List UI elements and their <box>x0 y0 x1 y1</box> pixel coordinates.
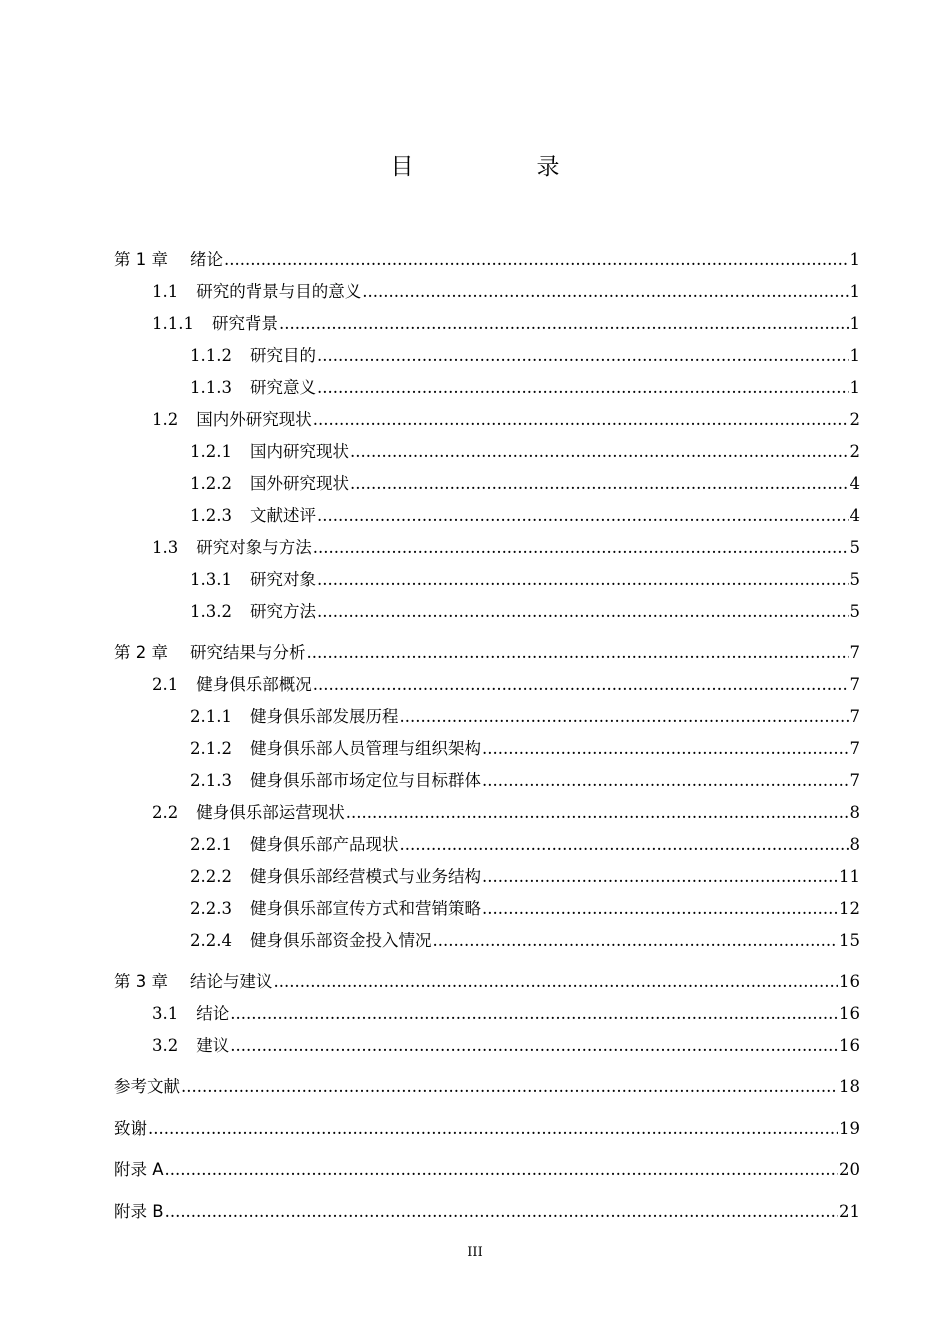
toc-entry[interactable] <box>114 897 860 921</box>
leader-dots <box>482 769 849 793</box>
toc-page: 1 <box>849 314 860 333</box>
toc-title: 研究对象与方法 <box>196 538 312 557</box>
toc-entry-references[interactable] <box>114 1075 860 1099</box>
toc-entry[interactable] <box>114 472 860 496</box>
toc-number: 1.3 <box>152 538 179 557</box>
toc-entry[interactable] <box>114 600 860 624</box>
leader-dots <box>350 472 849 496</box>
toc-page: 15 <box>839 931 860 950</box>
toc-title: 健身俱乐部发展历程 <box>249 707 399 726</box>
toc-page: 19 <box>839 1119 860 1138</box>
toc-page: 7 <box>849 707 860 726</box>
toc-entry[interactable] <box>114 833 860 857</box>
toc-entry[interactable] <box>114 504 860 528</box>
toc-title: 国外研究现状 <box>249 474 349 493</box>
toc-number: 3.2 <box>152 1036 179 1055</box>
toc-entry[interactable] <box>114 376 860 400</box>
leader-dots <box>181 1075 838 1099</box>
toc-number: 2.2.1 <box>190 835 232 854</box>
toc-number: 3.1 <box>152 1004 179 1023</box>
toc-entry[interactable] <box>114 312 860 336</box>
leader-dots <box>432 929 838 953</box>
leader-dots <box>317 344 849 368</box>
toc-title: 附录 A <box>114 1160 164 1179</box>
leader-dots <box>346 801 849 825</box>
toc-entry[interactable] <box>114 865 860 889</box>
toc-number: 1.1 <box>152 282 179 301</box>
toc-title: 健身俱乐部人员管理与组织架构 <box>249 739 481 758</box>
page-number-footer: III <box>467 1245 483 1260</box>
toc-number: 1.2 <box>152 410 179 429</box>
toc-number: 2.1.2 <box>190 739 232 758</box>
toc-page: 1 <box>849 282 860 301</box>
toc-number: 1.2.3 <box>190 506 232 525</box>
toc-title: 健身俱乐部市场定位与目标群体 <box>249 771 481 790</box>
toc-page: 4 <box>849 506 860 525</box>
toc-number: 1.2.1 <box>190 442 232 461</box>
leader-dots <box>317 600 849 624</box>
toc-number: 2.2 <box>152 803 179 822</box>
toc-number: 第 2 章 <box>114 643 168 662</box>
toc-title: 健身俱乐部概况 <box>196 675 312 694</box>
leader-dots <box>313 408 849 432</box>
toc-title: 结论与建议 <box>190 972 273 991</box>
page-title: 目 录 <box>390 154 610 180</box>
toc-number: 1.1.3 <box>190 378 232 397</box>
toc-entry[interactable] <box>114 344 860 368</box>
toc-entry-appendix-b[interactable] <box>114 1200 860 1224</box>
leader-dots <box>148 1117 838 1141</box>
leader-dots <box>350 440 849 464</box>
toc-page: 7 <box>849 675 860 694</box>
toc-page: 20 <box>839 1160 860 1179</box>
toc-entry[interactable] <box>114 408 860 432</box>
toc-page: 18 <box>839 1077 860 1096</box>
leader-dots <box>362 280 848 304</box>
toc-title: 健身俱乐部宣传方式和营销策略 <box>249 899 481 918</box>
toc-number: 2.2.2 <box>190 867 232 886</box>
toc-entry[interactable] <box>114 673 860 697</box>
toc-title: 研究背景 <box>211 314 278 333</box>
toc-number: 1.1.1 <box>152 314 194 333</box>
toc-title: 国内研究现状 <box>249 442 349 461</box>
leader-dots <box>399 705 848 729</box>
leader-dots <box>482 737 849 761</box>
toc-page: 2 <box>849 442 860 461</box>
toc-title: 绪论 <box>190 250 223 269</box>
leader-dots <box>165 1200 838 1224</box>
toc-page: 7 <box>849 739 860 758</box>
toc-title: 国内外研究现状 <box>196 410 312 429</box>
toc-entry[interactable] <box>114 641 860 665</box>
toc-page: 5 <box>849 602 860 621</box>
leader-dots <box>317 504 849 528</box>
toc-number: 1.2.2 <box>190 474 232 493</box>
toc-title: 附录 B <box>114 1202 164 1221</box>
toc-page: 4 <box>849 474 860 493</box>
toc-title: 研究意义 <box>249 378 316 397</box>
toc-title: 参考文献 <box>114 1077 180 1096</box>
toc-number: 1.1.2 <box>190 346 232 365</box>
toc-page: 21 <box>839 1202 860 1221</box>
toc-page: 12 <box>839 899 860 918</box>
toc-number: 2.2.4 <box>190 931 232 950</box>
toc-page: 16 <box>839 1004 860 1023</box>
toc-entry[interactable] <box>114 769 860 793</box>
leader-dots <box>313 536 849 560</box>
leader-dots <box>274 970 839 994</box>
toc-page: 8 <box>849 835 860 854</box>
toc-entry[interactable] <box>114 280 860 304</box>
toc-number: 1.3.2 <box>190 602 232 621</box>
leader-dots <box>307 641 849 665</box>
toc-title: 文献述评 <box>249 506 316 525</box>
toc-number: 2.1.1 <box>190 707 232 726</box>
toc-entry[interactable] <box>114 1034 860 1058</box>
toc-entry-appendix-a[interactable] <box>114 1158 860 1182</box>
toc-title: 结论 <box>196 1004 230 1023</box>
toc-number: 1.3.1 <box>190 570 232 589</box>
toc-page: 1 <box>849 378 860 397</box>
leader-dots <box>317 568 849 592</box>
toc-title: 健身俱乐部产品现状 <box>249 835 399 854</box>
toc-page: 5 <box>849 570 860 589</box>
toc-page: 16 <box>839 972 860 991</box>
toc-number: 第 3 章 <box>114 972 168 991</box>
toc-entry[interactable] <box>114 929 860 953</box>
toc-page: 7 <box>849 643 860 662</box>
toc-number: 2.1 <box>152 675 179 694</box>
toc-page: 7 <box>849 771 860 790</box>
leader-dots <box>165 1158 838 1182</box>
toc-page: 5 <box>849 538 860 557</box>
toc-page: 2 <box>849 410 860 429</box>
leader-dots <box>482 865 838 889</box>
toc-title: 建议 <box>196 1036 230 1055</box>
toc-entry[interactable] <box>114 568 860 592</box>
leader-dots <box>279 312 849 336</box>
toc-entry[interactable] <box>114 737 860 761</box>
toc-number: 2.2.3 <box>190 899 232 918</box>
toc-title: 研究目的 <box>249 346 316 365</box>
toc-page: 1 <box>849 346 860 365</box>
leader-dots <box>230 1034 838 1058</box>
toc-entry[interactable] <box>114 1002 860 1026</box>
toc-title: 健身俱乐部运营现状 <box>196 803 345 822</box>
leader-dots <box>224 248 849 272</box>
toc-entry[interactable] <box>114 705 860 729</box>
leader-dots <box>317 376 849 400</box>
toc-number: 2.1.3 <box>190 771 232 790</box>
toc-title: 研究结果与分析 <box>190 643 306 662</box>
toc-entry[interactable] <box>114 248 860 272</box>
toc-page: 1 <box>849 250 860 269</box>
toc-entry-acknowledgements[interactable] <box>114 1117 860 1141</box>
toc-entry[interactable] <box>114 970 860 994</box>
toc-title: 研究方法 <box>249 602 316 621</box>
toc-number: 第 1 章 <box>114 250 168 269</box>
toc-page: 16 <box>839 1036 860 1055</box>
toc-title: 研究对象 <box>249 570 316 589</box>
leader-dots <box>230 1002 838 1026</box>
leader-dots <box>482 897 838 921</box>
toc-title: 研究的背景与目的意义 <box>196 282 362 301</box>
leader-dots <box>399 833 848 857</box>
toc-title: 致谢 <box>114 1119 147 1138</box>
toc-entry[interactable] <box>114 536 860 560</box>
toc-entry[interactable] <box>114 801 860 825</box>
toc-title: 健身俱乐部资金投入情况 <box>249 931 432 950</box>
toc-page: 11 <box>839 867 860 886</box>
toc-page: 8 <box>849 803 860 822</box>
toc-entry[interactable] <box>114 440 860 464</box>
toc-title: 健身俱乐部经营模式与业务结构 <box>249 867 481 886</box>
leader-dots <box>313 673 849 697</box>
